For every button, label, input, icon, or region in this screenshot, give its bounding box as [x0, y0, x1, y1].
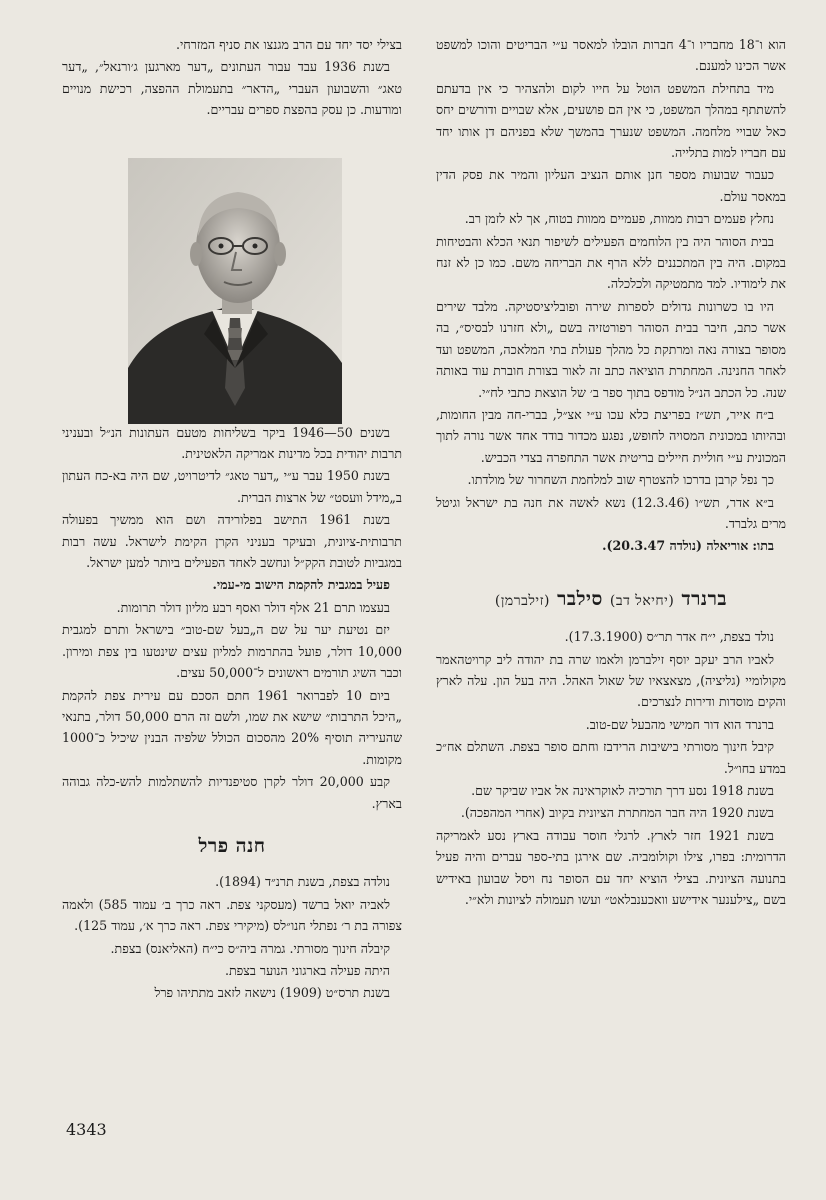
paragraph: בשנת תרס״ט (1909) נישאה לזאב מתתיהו פרל [154, 985, 390, 1001]
paragraph: כעבור שבועות מספר חנן אותם הנציב העליון והמיר את פסק הדין במאסר עולם. [436, 167, 786, 204]
children-label: בתו: [752, 538, 774, 554]
paragraph: בשנת 1961 התישב בפלורידה ושם הוא ממשיך בפעולה תרבותית-ציונית, ובעיקר בעניני הקרן הקימת לישראל. עשה רבות במגביות לטובת הקק״ל ונחשב לאחד הפעילים ביותר למען ישראל. [62, 512, 402, 571]
paragraph: נולדה בצפת, בשנת תרנ״ד (1894). [215, 874, 390, 890]
children-text: אוריאלה (נולדה 20.3.47). [602, 538, 749, 554]
paragraph: בעצמו תרם 21 אלף דולר ואסף רבע מליון דולר תרומות. [116, 599, 390, 615]
children-line [436, 535, 786, 556]
paragraph: קיבל חינוך מסורתי בישיבות הרידבז וחתם סופר בצפת. השתלם אח״כ במדע בחו״ל. [436, 739, 786, 776]
section-title-hana-perl: חנה פרל [198, 834, 266, 857]
paragraph: היתה פעילה בארגוני הנוער בצפת. [224, 962, 390, 978]
paragraph: ב״א אדר, תש״ו (12.3.46) נשא לאשה את חנה בת ישראל וגיטל מרים גלברד. [436, 494, 786, 531]
paragraph: יזם נטיעת יער על שם ה„בעל שם-טוב״ בישראל ותרם למגבית 10,000 דולר, פועל בהתרמות למליון עצים שינטעו בין צפת ומירון. וכבר השיג תורמים ראשונים ל־50,000 עצים. [62, 622, 402, 681]
paragraph: בשנים 50—1946 ביקר בשליחות מטעם העתונות הנ״ל ובעניני תרבות יהודית בכל מדינות אמריקה הלאטינית. [62, 424, 402, 462]
paragraph: בשנת 1918 נסע דרך תורכיה לאוקראינה אל אביו שביקר שם. [471, 783, 774, 798]
paragraph: ביום 10 לפברואר 1961 חתם הסכם עם עירית צפת להקמת „היכל התרבות״ שישא את שמו, ולשם זה הרם 50,000 דולר, בתנאי שהעיריה תוסיף 20% מהסכום הכולל שלפיה הבנין שיכיל כ־1000 מקומות. [62, 687, 402, 767]
paragraph: בשנת 1920 היה חבר המחתרת הציונית בקיוב (אחרי המהפכה). [460, 805, 774, 821]
paragraph: קבע 20,000 דולר לקרן סטיפנדיות להשתלמות להש-כלה גבוהה בארץ. [62, 774, 402, 811]
paragraph: הוא ו־18 מחבריו ו־4 חברות הובלו למאסר ע״י הבריטים והוכו למשפט אשר הכינו למענם. [436, 37, 786, 74]
paragraph: ב״ח אייר, תש״ז בפריצת כלא עכו ע״י אצ״ל, בברי-חה מבין החומות, ובהיותו במכונית המסויה לחופש, נפגע מכדור בודד אחד אשר נורה לתוך המכונית ע״י חוליית חיילים בריטית אשר התחפרה בצדי הכביש. [436, 406, 786, 465]
paragraph: כך נפל קרבן בדרכו להצטרף שוב למלחמת השחרור של מולדתו. [467, 472, 774, 488]
paragraph: לאביו הרב יעקב יוסף זילברמן ולאמו שרה בת יהודה ליב קרויטהאמר מקולומיי (גליציה), מצאצאיו של שאול האהל. היה בעל הון. עלה לארץ והקים מוסדות ודירות לנצרכים. [436, 651, 786, 710]
paragraph: היו בו כשרונות גדולים לספרות שירה ופובליציסטיקה. מלבד שירים אשר כתב, חיבר בבית הסוהר רפורטזיה בשם „ולא חזרנו לבסיס״, בה מסופר בצורה נאה ומרתקת כל מהלך פעולת בתי המלאכה, המשפט ועד לאחר החנינה. המחתרת הוציאה כתב זה לאור בצורת חוברת עוד באותה שנה. כל הכתב הנ״ל מודפס בתוך ספר ב׳ של הוצאת כתבי לח״י. [436, 298, 786, 400]
paragraph: קיבלה חינוך מסורתי. גמרה ביה״ס כי״ח (האליאנס) בצפת. [110, 940, 390, 956]
paragraph: בשנת 1950 עבר ע״י „דער טאג״ לדיטרויט, שם היה בא-כח העתון ב„מידל וועסט״ של ארצות הברית. [62, 468, 402, 505]
paragraph: בצילי יסד יחד עם הרב מגנצו את סניף המזרחי. [175, 37, 402, 52]
paragraph: בשנת 1936 עבד עבור העתונים „דער מארגען ג׳ורנאל״, „דער טאג״ והשבועון העברי „הדאר״ בתעמולת ההפצה, רכישת מנויים ומודעות. כן עסק בהפצת ספרים עבריים. [62, 59, 402, 118]
portrait-photo [128, 158, 342, 424]
section-title-bernard-silver: ברנרד (יחיאל דב) סילבר (זילברמן) [494, 587, 728, 610]
paragraph: לאביה יואל ברשד (מעסקני צפת. ראה כרך ב׳ עמוד 585) ולאמה צפורה בת ר׳ נפתלי חנו״לס (מיקירי צפת. ראה כרך א׳, עמוד 125). [62, 896, 402, 934]
paragraph: בבית הסוהר היה בין הלוחמים הפעילים לשיפור תנאי הכלא והבטיחות במקום. היה בין המתכננים ללא הרף את הבריחה משם. כמו כן לא זנח את לימודיו. למד מתמטיקה ולכלכלה. [436, 233, 786, 292]
paragraph: נחלץ פעמים רבות ממוות, פעמיים ממוות בטוח, אך לא לזמן רב. [464, 211, 774, 227]
paragraph: מיד בתחילת המשפט הוטל על חייו לקום ולהצהיר כי אין בדעתם להשתתף במהלך המשפט, כי אין הם פושעים, אלא שבויים ודורשים יחס כאל שבויי מלחמה. המשפט שנערך בהמשך שלא בפניהם דן אותו יחד עם חבריו למות בתלייה. [436, 80, 786, 161]
paragraph: פעיל במגבית להקמת הישוב מי-עמי. [212, 577, 390, 593]
page-number: 4343 [66, 1120, 107, 1139]
paragraph: נולד בצפת, י״ח אדר תר״ס (17.3.1900). [564, 629, 774, 645]
paragraph: ברנרד הוא דור חמישי מהבעל שם-טוב. [585, 716, 774, 732]
paragraph: בשנת 1921 חזר לארץ. לרגלי חוסר עבודה בארץ נסע לאמריקה הדרומית: בפרו, צילו וקולומביה. שם אירגן בתי-ספר עברים והיה פעיל בתנועה הציונית. בצילי הוציא יחד עם הסופר נח ויסל שבועון באידיש בשם „צילענער אידישע וואכענבלאט״ ועשו תעמולה לציונות ולא״י. [436, 827, 786, 908]
right-column [436, 34, 786, 911]
